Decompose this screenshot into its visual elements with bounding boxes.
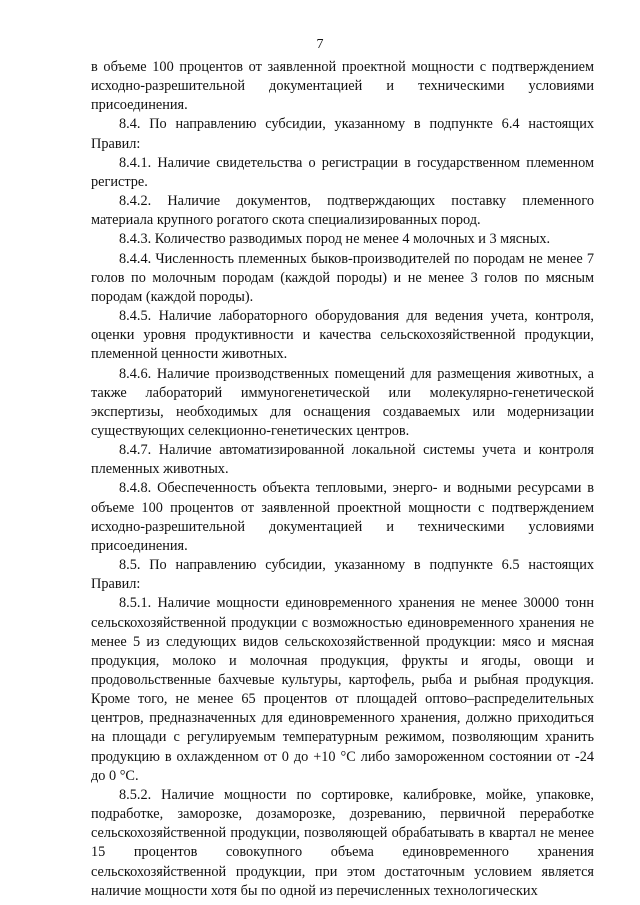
paragraph-8-4-8: 8.4.8. Обеспеченность объекта тепловыми, энерго- и водными ресурсами в объеме 100 процентов от заявленной проектной мощности с подтверждением исходно-разрешительной документацией и техническими условиями присоединения. (91, 480, 594, 554)
paragraph-8-5-1: 8.5.1. Наличие мощности единовременного хранения не менее 30000 тонн сельскохозяйственной продукции с возможностью единовременного хранения не менее 5 из следующих видов сельскохозяйственной продукции: мясо и мясная продукция, молоко и молочная продукция, фрукты и ягоды, овощи и продовольственные бахчевые культуры, картофель, рыба и рыбная продукция. Кроме того, не менее 65 процентов от площадей оптово–распределительных центров, предназначенных для единовременного хранения, должно приходиться на площади с регулируемым температурным режимом, позволяющим хранить продукцию в охлажденном от 0 до +10 °С либо замороженном состоянии от -24 до 0 °С. (91, 595, 594, 784)
paragraph-continuation: в объеме 100 процентов от заявленной проектной мощности с подтверждением исходно-разрешительной документацией и техническими условиями присоединения. (91, 59, 594, 114)
page-number: 7 (316, 37, 324, 52)
paragraph-8-4: 8.4. По направлению субсидии, указанному в подпункте 6.4 настоящих Правил: (91, 116, 594, 152)
paragraph-8-5-2: 8.5.2. Наличие мощности по сортировке, калибровке, мойке, упаковке, подработке, заморозке, дозаморозке, дозреванию, первичной переработке сельскохозяйственной продукции, позволяющей обрабатывать в квартал не менее 15 процентов совокупного объема единовременного хранения сельскохозяйственной продукции, при этом достаточным условием является наличие мощности хотя бы по одной из перечисленных технологических (91, 786, 594, 899)
paragraph-8-4-6: 8.4.6. Наличие производственных помещений для размещения животных, а также лабораторий иммуногенетической или молекулярно-генетической экспертизы, необходимых для оснащения создаваемых или модернизации существующих селекционно-генетических центров. (91, 365, 594, 439)
paragraph-8-4-1: 8.4.1. Наличие свидетельства о регистрации в государственном племенном регистре. (91, 154, 594, 190)
paragraph-8-4-3: 8.4.3. Количество разводимых пород не менее 4 молочных и 3 мясных. (119, 231, 551, 248)
paragraph-8-4-4: 8.4.4. Численность племенных быков-производителей по породам не менее 7 голов по молочным породам (каждой породы) и не менее 3 голов по мясным породам (каждой породы). (91, 250, 594, 305)
paragraph-8-4-5: 8.4.5. Наличие лабораторного оборудования для ведения учета, контроля, оценки уровня продуктивности и качества сельскохозяйственной продукции, племенной ценности животных. (91, 308, 594, 363)
paragraph-8-5: 8.5. По направлению субсидии, указанному в подпункте 6.5 настоящих Правил: (91, 557, 594, 593)
document-text (91, 58, 594, 901)
paragraph-8-4-7: 8.4.7. Наличие автоматизированной локальной системы учета и контроля племенных животных. (91, 442, 594, 478)
paragraph-8-4-2: 8.4.2. Наличие документов, подтверждающих поставку племенного материала крупного рогатого скота специализированных пород. (91, 193, 594, 229)
